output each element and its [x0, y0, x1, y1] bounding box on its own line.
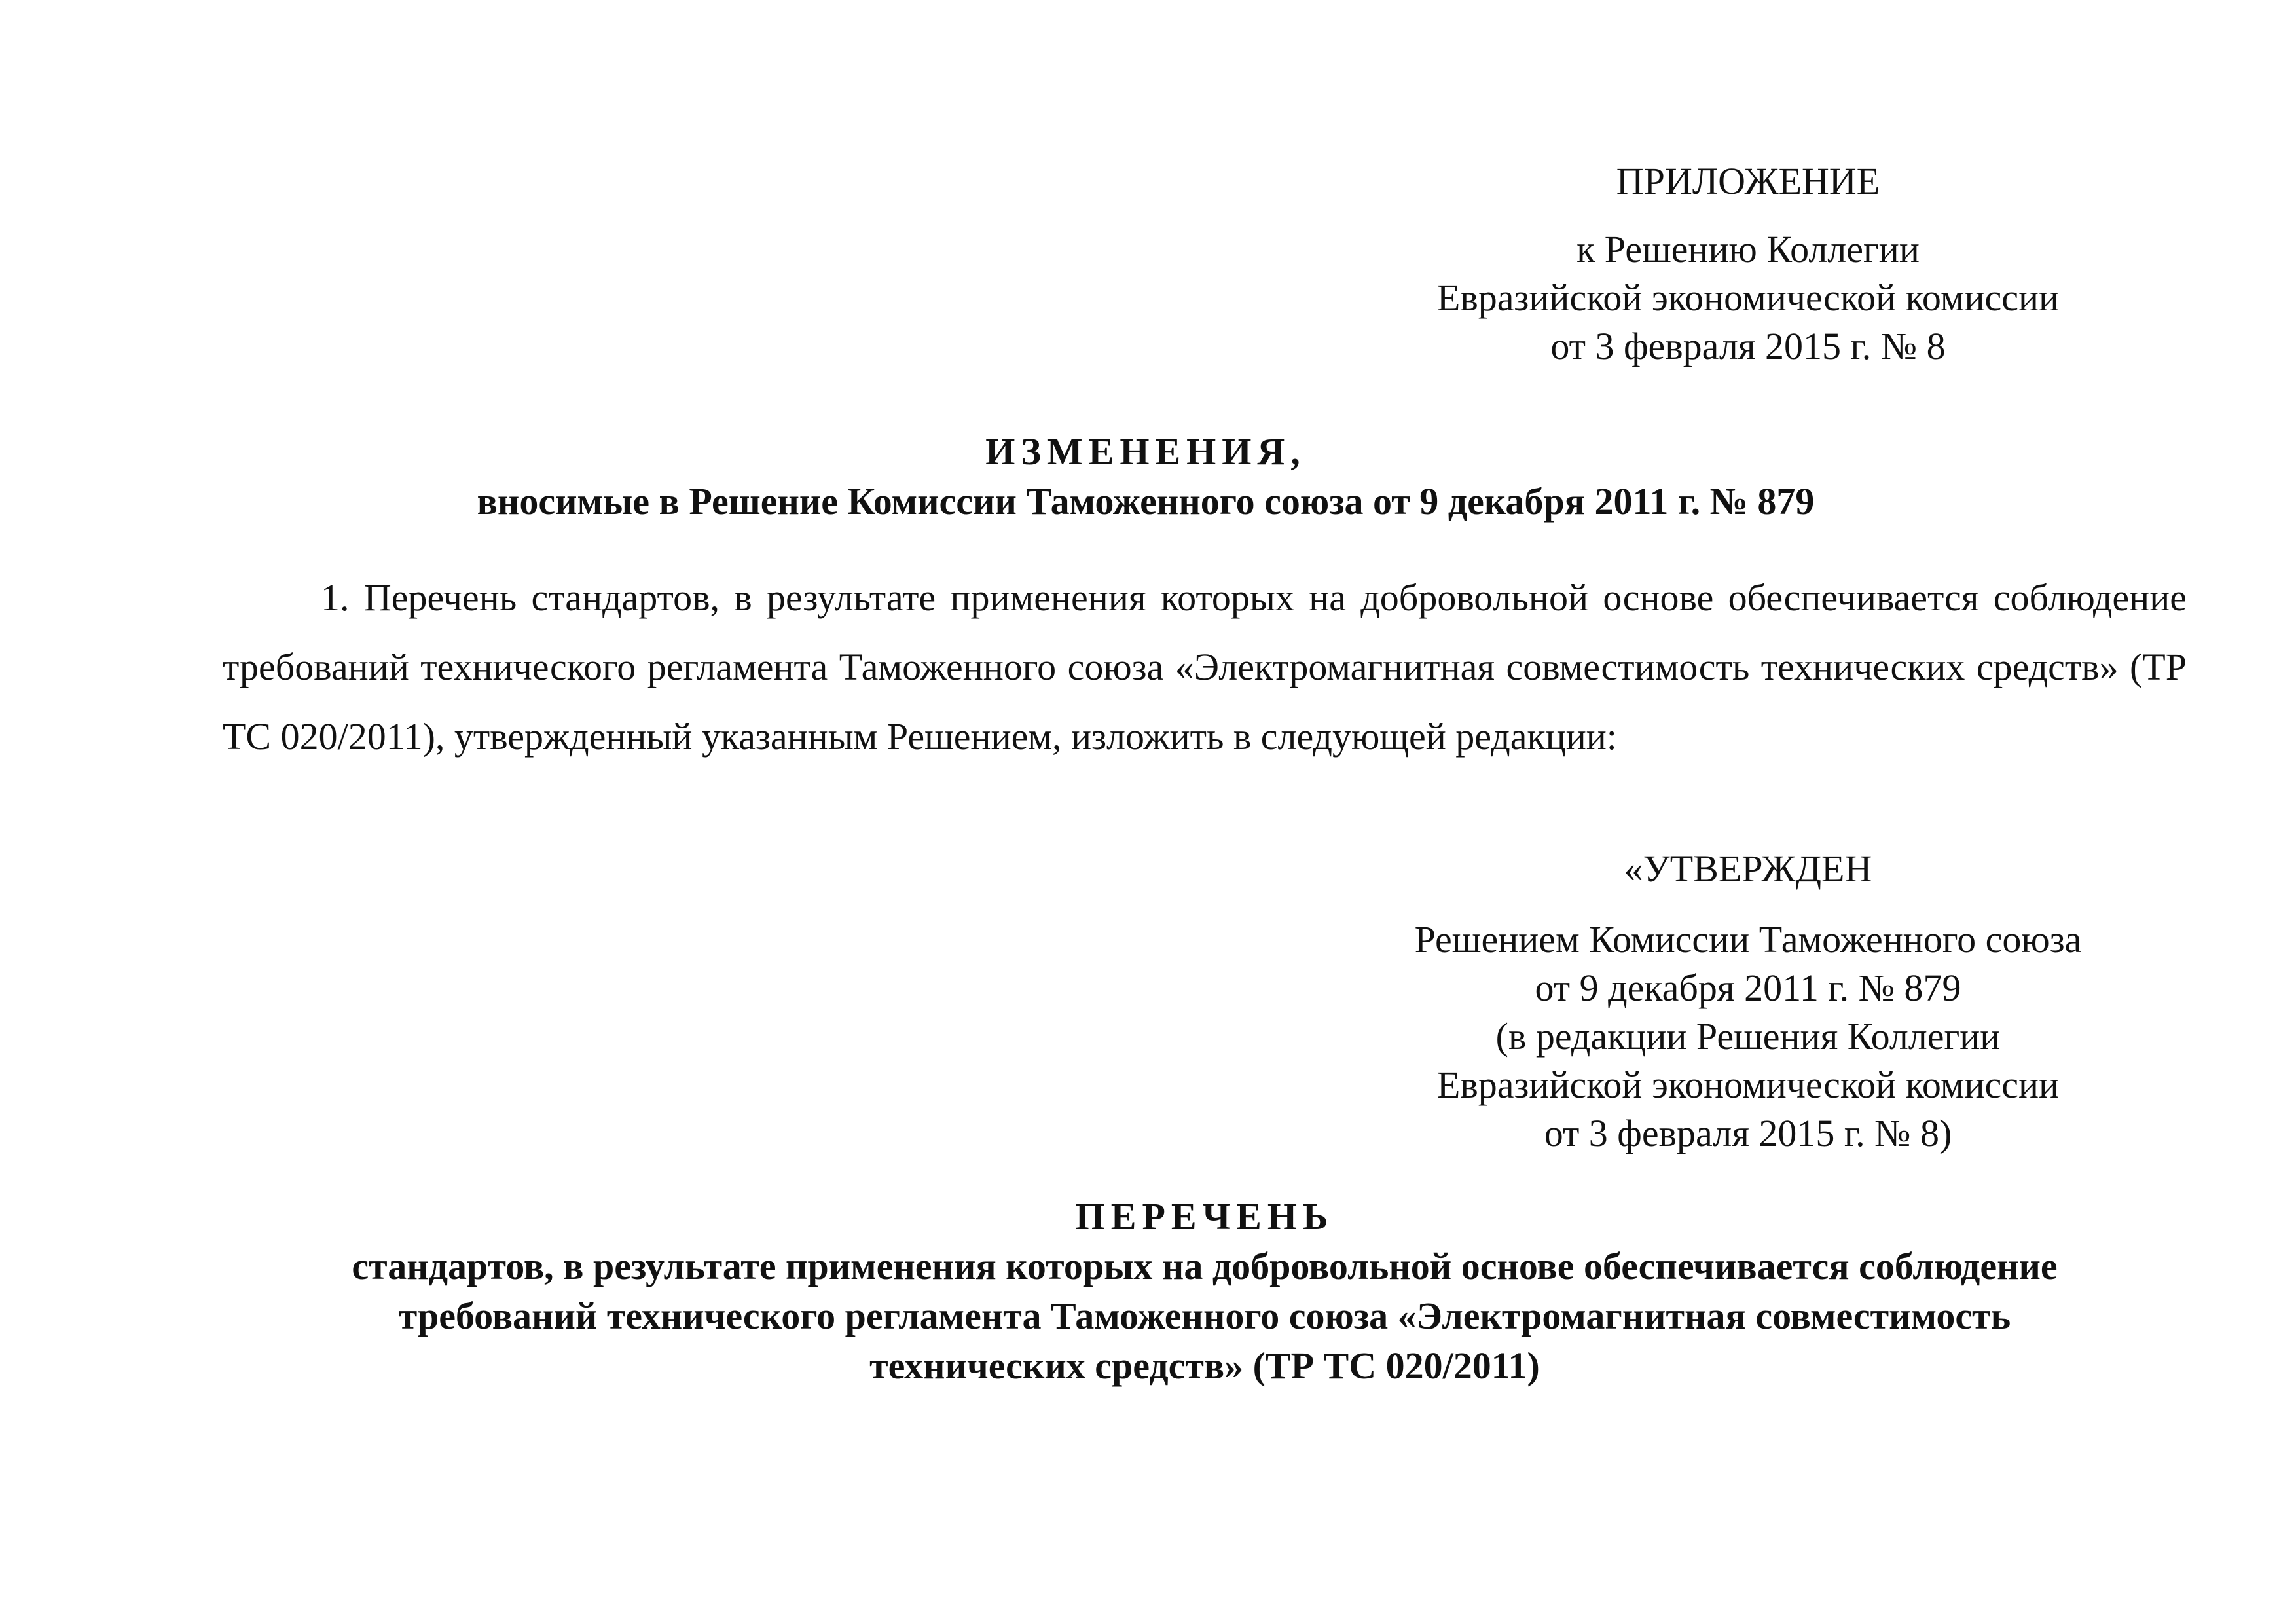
approved-line-decision: Решением Комиссии Таможенного союза [1414, 918, 2082, 961]
approved-line-revision: (в редакции Решения Коллегии [1495, 1015, 2001, 1058]
approved-line-date: от 9 декабря 2011 г. № 879 [1535, 967, 1961, 1009]
appendix-line-commission: Евразийской экономической комиссии [1436, 276, 2060, 319]
approved-title: «УТВЕРЖДЕН [1624, 847, 1872, 890]
paragraph-1: 1. Перечень стандартов, в результате применения которых на добровольной основе обеспечивается соблюдение требований технического регламента Таможенного союза «Электромагнитная совместимость технических средств» (ТР ТС 020/2011), утвержденный указанным Решением, изложить в следующей редакции: [223, 576, 2187, 758]
approved-block [1342, 845, 2154, 1158]
appendix-line-decision: к Решению Коллегии [1576, 228, 1920, 270]
list-subtitle-line-2: требований технического регламента Таможенного союза «Электромагнитная совместимость [398, 1295, 2011, 1337]
changes-heading [196, 427, 2095, 526]
list-subtitle-line-3: технических средств» (ТР ТС 020/2011) [869, 1344, 1540, 1387]
list-title: ПЕРЕЧЕНЬ [1075, 1195, 1334, 1238]
list-heading [223, 1192, 2187, 1391]
changes-title: ИЗМЕНЕНИЯ, [985, 430, 1306, 473]
changes-subtitle: вносимые в Решение Комиссии Таможенного союза от 9 декабря 2011 г. № 879 [477, 480, 1815, 523]
list-subtitle-line-1: стандартов, в результате применения которых на добровольной основе обеспечивается соблюдение [352, 1245, 2058, 1287]
approved-line-commission: Евразийской экономической комиссии [1436, 1063, 2060, 1106]
approved-line-revision-date: от 3 февраля 2015 г. № 8) [1544, 1112, 1952, 1154]
appendix-block [1342, 157, 2154, 371]
appendix-line-date: от 3 февраля 2015 г. № 8 [1550, 325, 1946, 367]
appendix-title: ПРИЛОЖЕНИЕ [1616, 160, 1880, 202]
